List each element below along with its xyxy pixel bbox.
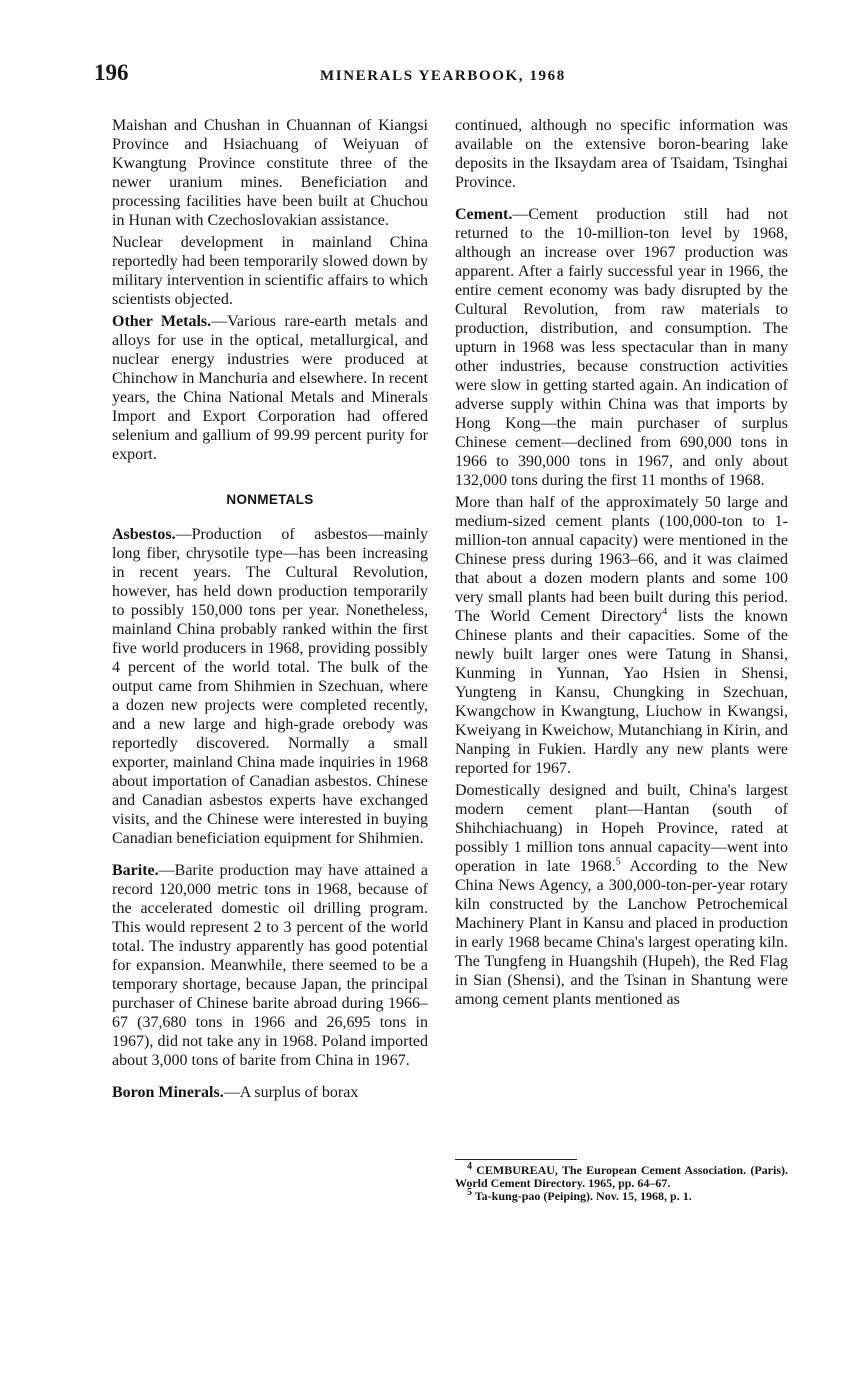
- footnote-4: [455, 1161, 788, 1190]
- paragraph-cement: [455, 205, 788, 490]
- other-metals-text: —Various rare-earth metals and alloys for use in the optical, metallurgical, and nuclear energy industries were produced at Chinchow in Manchuria and elsewhere. In recent years, the China National Metals and Minerals Import and Export Corporation had offered selenium and gallium of 99.99 percent purity for export.: [112, 313, 428, 463]
- paragraph-other-metals: [112, 312, 428, 464]
- footnote-5-mark: 5: [467, 1187, 472, 1198]
- paragraph-asbestos: [112, 525, 428, 848]
- paragraph-boron-minerals: [112, 1083, 428, 1102]
- paragraph-hantan-plant: [455, 781, 788, 1009]
- nonmetals-heading: NONMETALS: [226, 492, 314, 507]
- hantan-text-a: Domestically designed and built, China's largest modern cement plant—Hantan (south of Shihchiachuang) in Hopeh Province, rated at possibly 1 million tons annual capacity—went into operation in late 1968.: [455, 782, 788, 875]
- right-column: [455, 116, 788, 1012]
- footnote-5-text: Ta-kung-pao (Peiping). Nov. 15, 1968, p. 1.: [472, 1189, 692, 1203]
- cement-text: —Cement production still had not returned to the 10-million-ton level by 1968, although an increase over 1967 production was apparent. After a fairly successful year in 1966, the entire cement economy was bady disrupted by the Cultural Revolution, from raw materials to production, distribution, and consumption. The upturn in 1968 was less spectacular than in many other industries, because construction activities were slow in getting started again. An indication of adverse supply within China was that imports by Hong Kong—the main purchaser of surplus Chinese cement—declined from 690,000 tons in 1966 to 390,000 tons in 1967, and only about 132,000 tons during the first 11 months of 1968.: [455, 206, 788, 489]
- paragraph-borax-continued: continued, although no specific information was available on the extensive boron-bearing lake deposits in the Iksaydam area of Tsaidam, Tsinghai Province.: [455, 117, 788, 191]
- running-head: MINERALS YEARBOOK, 1968: [320, 68, 566, 84]
- boron-minerals-heading: Boron Minerals.: [112, 1084, 224, 1101]
- paragraph-barite: [112, 861, 428, 1070]
- paragraph-cement-plants: [455, 493, 788, 778]
- footnotes: [455, 1161, 788, 1203]
- footnote-ref-4: 4: [662, 606, 668, 618]
- cement-plants-text-a: More than half of the approximately 50 large and medium-sized cement plants (100,000-ton to 1-million-ton annual capacity) were mentioned in the Chinese press during 1963–66, and it was claimed that about a dozen modern plants and some 100 very small plants had been built during this period. The World Cement Directory: [455, 494, 788, 625]
- hantan-text-b: According to the New China News Agency, a 300,000-ton-per-year rotary kiln constructed by the Lanchow Petrochemical Machinery Plant in Kansu and placed in production in early 1968 became China's largest operating kiln. The Tungfeng in Huangshih (Hupeh), the Red Flag in Sian (Shensi), and the Tsinan in Shantung were among cement plants mentioned as: [455, 858, 788, 1008]
- footnote-ref-5: 5: [615, 856, 621, 868]
- footnote-divider: [455, 1159, 577, 1160]
- cement-heading: Cement.: [455, 206, 513, 223]
- footnote-4-mark: 4: [467, 1161, 472, 1172]
- asbestos-text: —Production of asbestos—mainly long fiber, chrysotile type—has been increasing in recent years. The Cultural Revolution, however, has held down production temporarily to possibly 150,000 tons per year. Nonetheless, mainland China probably ranked within the first five world producers in 1968, providing possibly 4 percent of the world total. The bulk of the output came from Shihmien in Szechuan, where a dozen new projects were completed recently, and a new large and high-grade orebody was reportedly discovered. Normally a small exporter, mainland China made inquiries in 1968 about importation of Canadian asbestos. Chinese and Canadian asbestos experts have exchanged visits, and the Chinese were interested in buying Canadian beneficiation equipment for Shihmien.: [112, 526, 428, 847]
- cement-plants-text-b: lists the known Chinese plants and their capacities. Some of the newly built larger ones were Tatung in Shansi, Kunming in Yunnan, Yao Hsien in Shensi, Yungteng in Kansu, Chungking in Szechuan, Kwangchow in Kwangtung, Liuchow in Kwangsi, Kweiyang in Kweichow, Mutanchiang in Kirin, and Nanping in Fukien. Hardly any new plants were reported for 1967.: [455, 608, 789, 777]
- footnote-4-text: CEMBUREAU, The European Cement Association. (Paris). World Cement Directory. 1965, pp. 64–67.: [455, 1163, 788, 1190]
- asbestos-heading: Asbestos.: [112, 526, 176, 543]
- barite-heading: Barite.: [112, 862, 159, 879]
- paragraph-nuclear-development: Nuclear development in mainland China reportedly had been temporarily slowed down by military intervention in scientific affairs to which scientists objected.: [112, 234, 428, 308]
- other-metals-heading: Other Metals.: [112, 313, 212, 330]
- barite-text: —Barite production may have attained a record 120,000 metric tons in 1968, because of the accelerated domestic oil drilling program. This would represent 2 to 3 percent of the world total. The industry apparently has good potential for expansion. Meanwhile, there seemed to be a temporary shortage, because Japan, the principal purchaser of Chinese barite abroad during 1966–67 (37,680 tons in 1966 and 26,695 tons in 1967), did not take any in 1968. Poland imported about 3,000 tons of barite from China in 1967.: [112, 862, 428, 1069]
- left-column: [112, 116, 428, 1105]
- paragraph-uranium-mines: Maishan and Chushan in Chuannan of Kiangsi Province and Hsiachuang of Weiyuan of Kwangtung Province constitute three of the newer uranium mines. Beneficiation and processing facilities have been built at Chuchou in Hunan with Czechoslovakian assistance.: [112, 117, 428, 229]
- page-number: 196: [94, 60, 129, 85]
- footnote-5: [455, 1187, 788, 1203]
- boron-minerals-text: —A surplus of borax: [223, 1084, 359, 1101]
